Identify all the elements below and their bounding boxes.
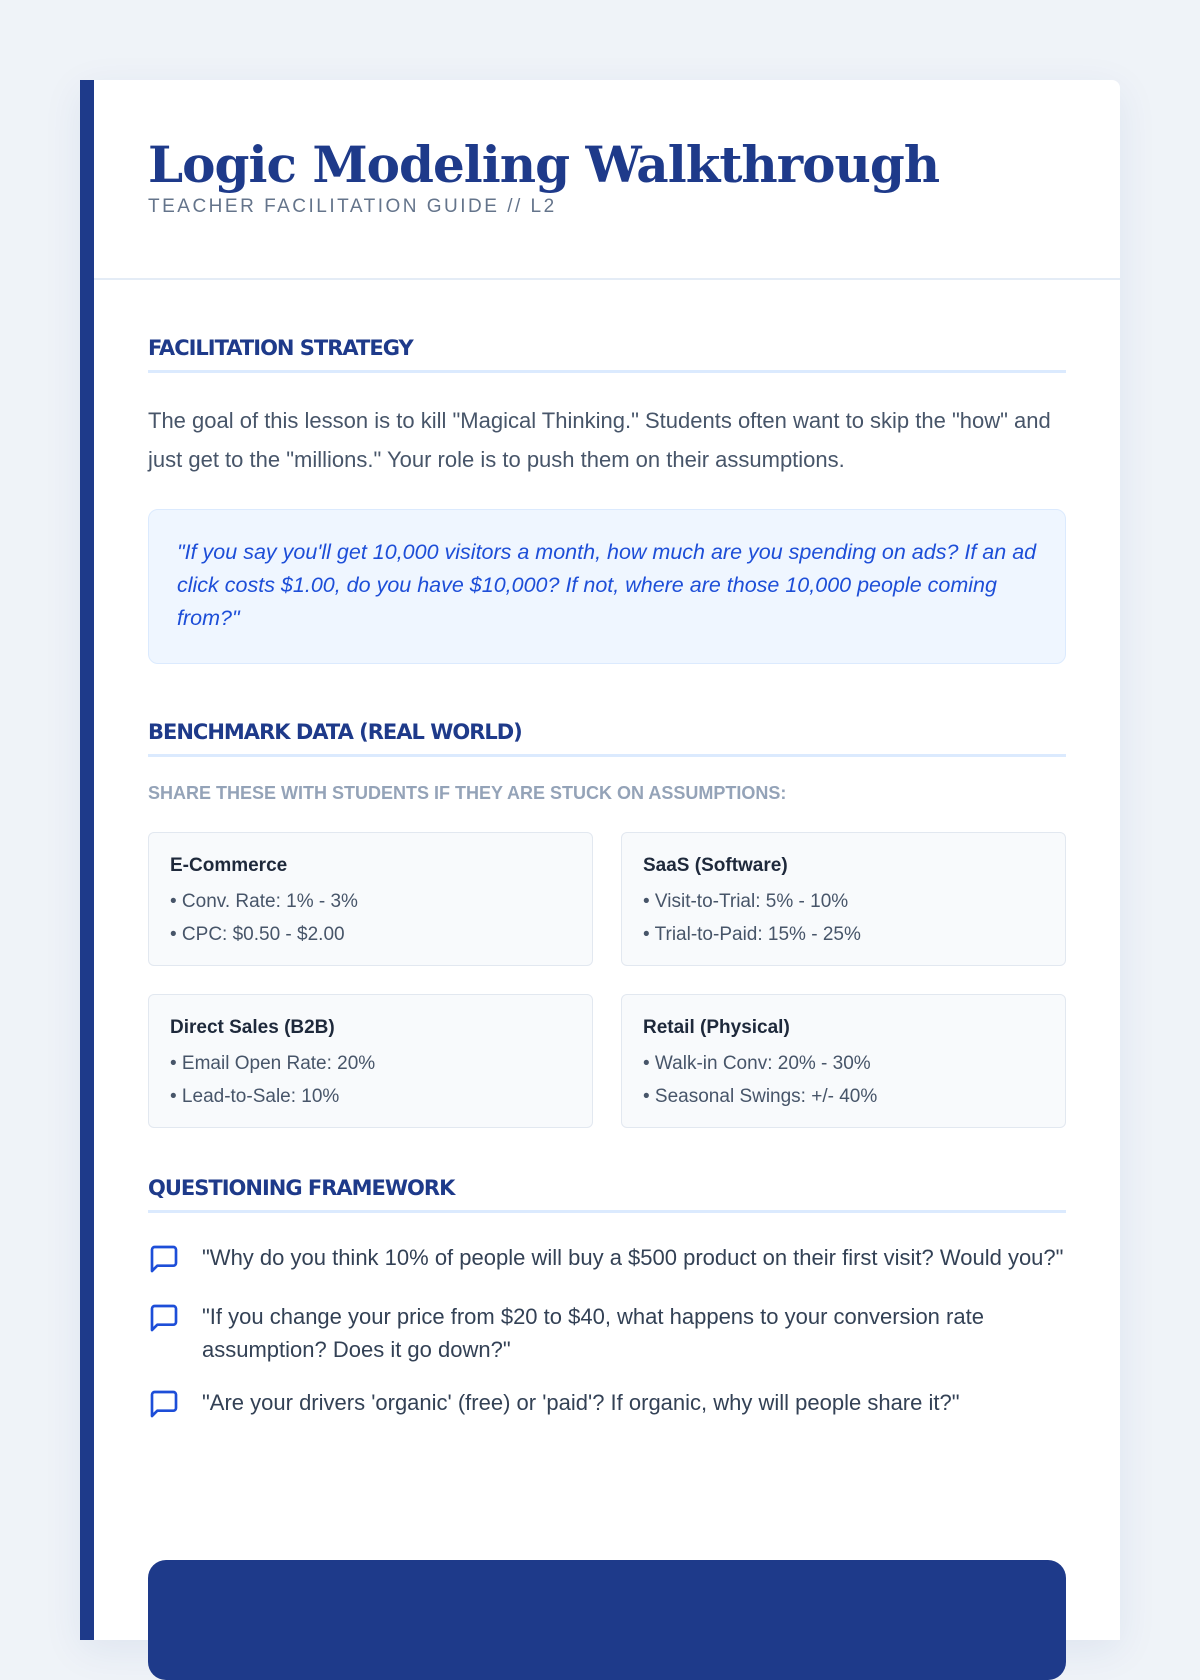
guide-header: [94, 80, 1120, 280]
benchmark-card-item: • Seasonal Swings: +/- 40%: [643, 1086, 878, 1107]
benchmark-card-saas: [621, 832, 1066, 966]
facilitation-quote: "If you say you'll get 10,000 visitors a month, how much are you spending on ads? If an ad click costs $1.00, do you have $10,000? If not, where are those 10,000 people coming from?": [148, 509, 1066, 664]
benchmark-card-item: • Visit-to-Trial: 5% - 10%: [643, 891, 849, 912]
benchmark-card-title: E-Commerce: [170, 855, 288, 876]
speech-bubble-icon: [148, 1300, 202, 1339]
benchmark-grid: [148, 832, 1066, 1128]
facilitation-intro: The goal of this lesson is to kill "Magical Thinking." Students often want to skip the "how" and just get to the "millions." Your role is to push them on their assumptions.: [148, 408, 1051, 472]
benchmark-card-title: SaaS (Software): [643, 855, 788, 876]
facilitation-section: [148, 336, 1066, 664]
benchmark-card-item: • CPC: $0.50 - $2.00: [170, 924, 345, 945]
benchmark-card-ecommerce: [148, 832, 593, 966]
benchmark-card-retail: [621, 994, 1066, 1128]
benchmark-card-item: • Lead-to-Sale: 10%: [170, 1086, 340, 1107]
list-item: [148, 1386, 1066, 1425]
question-text: "Are your drivers 'organic' (free) or 'paid'? If organic, why will people share it?": [202, 1390, 960, 1415]
benchmark-card-title: Direct Sales (B2B): [170, 1017, 335, 1038]
benchmark-card-item: • Walk-in Conv: 20% - 30%: [643, 1053, 871, 1074]
benchmark-heading: BENCHMARK DATA (REAL WORLD): [148, 720, 1066, 757]
benchmark-card-item: • Conv. Rate: 1% - 3%: [170, 891, 358, 912]
benchmark-card-title: Retail (Physical): [643, 1017, 790, 1038]
benchmark-section: [148, 720, 1066, 1128]
speech-bubble-icon: [148, 1386, 202, 1425]
benchmark-card-direct-sales: [148, 994, 593, 1128]
list-item: [148, 1241, 1066, 1280]
page-title: Logic Modeling Walkthrough: [148, 135, 940, 194]
list-item: [148, 1300, 1066, 1366]
questioning-section: [148, 1176, 1066, 1425]
question-text: "Why do you think 10% of people will buy a $500 product on their first visit? Would you?": [202, 1245, 1064, 1270]
facilitation-heading: FACILITATION STRATEGY: [148, 336, 1066, 373]
footer-banner: [148, 1560, 1066, 1680]
guide-content: [94, 280, 1120, 1425]
benchmark-card-item: • Trial-to-Paid: 15% - 25%: [643, 924, 861, 945]
benchmark-card-item: • Email Open Rate: 20%: [170, 1053, 376, 1074]
questioning-heading: QUESTIONING FRAMEWORK: [148, 1176, 1066, 1213]
benchmark-note: SHARE THESE WITH STUDENTS IF THEY ARE STUCK ON ASSUMPTIONS:: [148, 783, 787, 803]
question-list: [148, 1241, 1066, 1425]
question-text: "If you change your price from $20 to $40, what happens to your conversion rate assumption? Does it go down?": [202, 1304, 984, 1362]
page-subtitle: TEACHER FACILITATION GUIDE // L2: [148, 196, 557, 217]
speech-bubble-icon: [148, 1241, 202, 1280]
guide-card: [80, 80, 1120, 1640]
